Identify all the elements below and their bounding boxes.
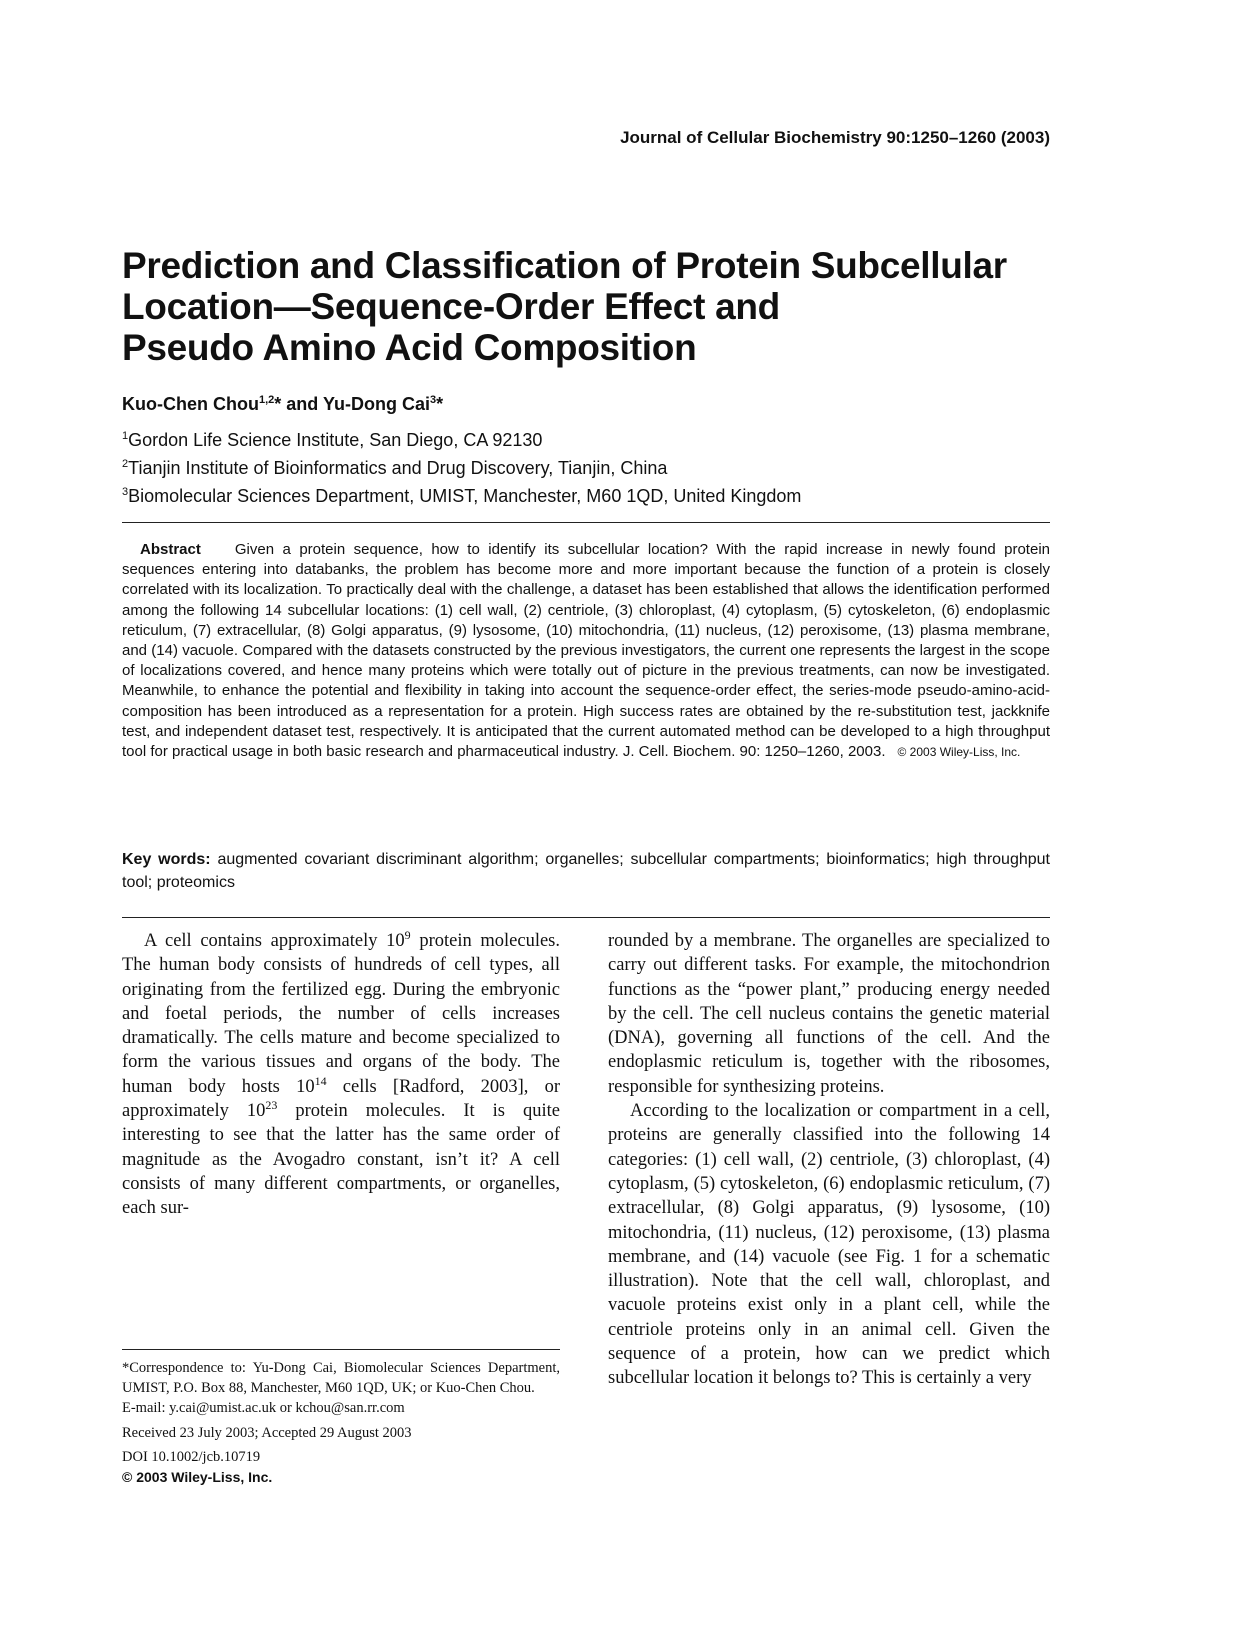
keywords [122, 848, 1050, 894]
author-affiliation-ref: 3 [429, 394, 437, 406]
superscript: 23 [265, 1097, 278, 1112]
journal-header: Journal of Cellular Biochemistry 90:1250–1260 (2003) [620, 128, 1050, 147]
body-paragraph: rounded by a membrane. The organelles are specialized to carry out different tasks. For example, the mitochondrion functions as the “power plant,” producing energy needed by the cell. The cell nucleus contains the genetic material (DNA), governing all functions of the cell. And the endoplasmic reticulum is, together with the ribosomes, responsible for synthesizing proteins. [608, 931, 1050, 1097]
author-name: Kuo-Chen Chou [122, 394, 259, 414]
keywords-label: Key words: [122, 851, 211, 868]
doi-note: DOI 10.1002/jcb.10719 [122, 1448, 261, 1465]
footnote-divider [122, 1349, 560, 1350]
superscript: 9 [404, 927, 411, 942]
title-line: Pseudo Amino Acid Composition [122, 327, 697, 368]
divider [122, 917, 1050, 918]
author-name: Yu-Dong Cai [322, 394, 430, 414]
abstract-label: Abstract [140, 541, 201, 558]
email-note: E-mail: y.cai@umist.ac.uk or kchou@san.rr.com [122, 1400, 405, 1417]
affiliation [122, 480, 801, 508]
affiliation-number: 3 [122, 486, 129, 498]
received-note: Received 23 July 2003; Accepted 29 August 2003 [122, 1424, 412, 1441]
divider [122, 522, 1050, 523]
affiliation-number: 2 [122, 458, 129, 470]
abstract-copyright: © 2003 Wiley-Liss, Inc. [897, 745, 1021, 760]
paper-title [122, 245, 1050, 368]
body-column-left [122, 929, 560, 1221]
correspondence-mark: * [436, 394, 444, 414]
affiliation-text: Biomolecular Sciences Department, UMIST, Manchester, M60 1QD, United Kingdom [128, 486, 802, 506]
affiliation-number: 1 [122, 430, 129, 442]
affiliation-list [122, 424, 801, 508]
author-affiliation-ref: 1,2 [258, 394, 275, 406]
author-list [122, 394, 443, 415]
correspondence-note: *Correspondence to: Yu-Dong Cai, Biomolecular Sciences Department, UMIST, P.O. Box 88, Manchester, M60 1QD, UK; or Kuo-Chen Chou. [122, 1360, 560, 1397]
affiliation [122, 452, 801, 480]
page-copyright: © 2003 Wiley-Liss, Inc. [122, 1469, 273, 1486]
body-paragraph: A cell contains approximately $10^9$ protein molecules. The human body consists of hundreds of cell types, all originating from the fertilized egg. During the embryonic and foetal periods, the number of cells increases dramatically. The cells mature and become specialized to form the various tissues and organs of the body. The human body hosts $10^{14}$ cells [Radford, 2003], or approximately $10^{23}$ protein molecules. It is quite interesting to see that the latter has the same order of magnitude as the Avogadro constant, isn’t it? A cell consists of many different compartments, or organelles, each sur- [122, 927, 561, 1219]
title-line: Prediction and Classification of Protein Subcellular [122, 245, 1007, 286]
superscript: 14 [314, 1073, 327, 1088]
body-column-right [608, 929, 1050, 1391]
correspondence-mark: * [274, 394, 282, 414]
author-joiner: and [281, 394, 323, 414]
body-paragraph: According to the localization or compartment in a cell, proteins are generally classified into the following 14 categories: (1) cell wall, (2) centriole, (3) chloroplast, (4) cytoplasm, (5) cytoskeleton, (6) endoplasmic reticulum, (7) extracellular, (8) Golgi apparatus, (9) lysosome, (10) mitochondria, (11) nucleus, (12) peroxisome, (13) plasma membrane, and (14) vacuole (see Fig. 1 for a schematic illustration). Note that the cell wall, chloroplast, and vacuole proteins exist only in a plant cell, while the centriole proteins only in an animal cell. Given the sequence of a protein, how can we predict which subcellular location it belongs to? This is certainly a very [608, 1101, 1050, 1389]
footnotes [122, 1358, 560, 1487]
keywords-text: augmented covariant discriminant algorithm; organelles; subcellular compartments; bioinformatics; high throughput tool; proteomics [122, 851, 1050, 891]
title-line: Location—Sequence-Order Effect and [122, 286, 780, 327]
abstract-text: Given a protein sequence, how to identify its subcellular location? With the rapid increase in newly found protein sequences entering into databanks, the problem has become more and more important because the function of a protein is closely correlated with its localization. To practically deal with the challenge, a dataset has been established that allows the identification performed among the following 14 subcellular locations: (1) cell wall, (2) centriole, (3) chloroplast, (4) cytoplasm, (5) cytoskeleton, (6) endoplasmic reticulum, (7) extracellular, (8) Golgi apparatus, (9) lysosome, (10) mitochondria, (11) nucleus, (12) peroxisome, (13) plasma membrane, and (14) vacuole. Compared with the datasets constructed by the previous investigators, the current one represents the largest in the scope of localizations covered, and hence many proteins which were totally out of picture in the previous treatments, can now be investigated. Meanwhile, to enhance the potential and flexibility in taking into account the sequence-order effect, the series-mode pseudo-amino-acid-composition has been introduced as a representation for a protein. High success rates are obtained by the re-substitution test, jackknife test, and independent dataset test, respectively. It is anticipated that the current automated method can be developed to a high throughput tool for practical usage in both basic research and pharmaceutical industry. J. Cell. Biochem. 90: 1250–1260, 2003. [122, 541, 1050, 761]
affiliation-text: Gordon Life Science Institute, San Diego, CA 92130 [128, 430, 543, 450]
affiliation [122, 424, 801, 452]
affiliation-text: Tianjin Institute of Bioinformatics and Drug Discovery, Tianjin, China [128, 458, 668, 478]
abstract [122, 540, 1050, 762]
